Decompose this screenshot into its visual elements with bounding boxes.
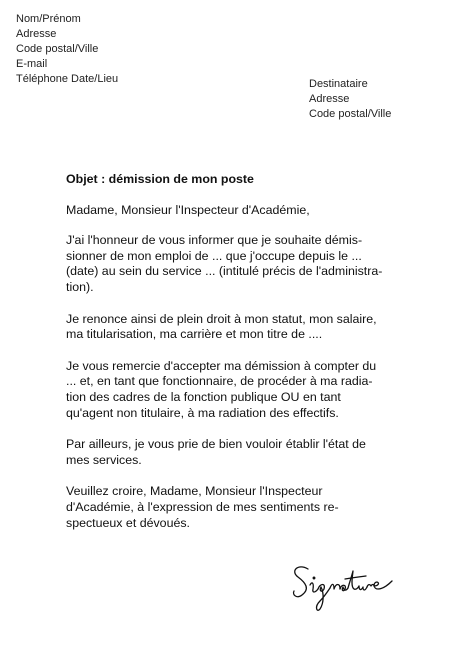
paragraph-intro (66, 233, 426, 295)
paragraph-line: d'Académie, à l'expression de mes sentiments re- (66, 499, 339, 514)
paragraph-line: Je renonce ainsi de plein droit à mon statut, mon salaire, (66, 311, 377, 326)
paragraph-thanks (66, 359, 426, 421)
paragraph-line: (date) au sein du service ... (intitulé précis de l'administra- (66, 264, 383, 279)
paragraph-renounce (66, 312, 426, 343)
paragraph-line: qu'agent non titulaire, à ma radiation des effectifs. (66, 405, 339, 420)
paragraph-line: ... et, en tant que fonctionnaire, de procéder à ma radia- (66, 374, 373, 389)
sender-name: Nom/Prénom (16, 13, 81, 25)
paragraph-line: tion des cadres de la fonction publique OU en tant (66, 389, 341, 404)
paragraph-line: J'ai l'honneur de vous informer que je souhaite démis- (66, 233, 363, 248)
sender-postal-city: Code postal/Ville (16, 43, 99, 55)
letter-salutation: Madame, Monsieur l'Inspecteur d'Académie, (66, 202, 310, 217)
recipient-postal-city: Code postal/Ville (309, 108, 392, 120)
recipient-block (309, 77, 391, 122)
sender-phone-date-place: Téléphone Date/Lieu (16, 73, 119, 85)
sender-block (16, 12, 118, 87)
letter-body (66, 172, 426, 547)
paragraph-line: tion). (66, 279, 94, 294)
paragraph-line: sionner de mon emploi de ... que j'occupe depuis le ... (66, 248, 362, 263)
letter-subject: Objet : démission de mon poste (66, 172, 254, 186)
paragraph-line: mes services. (66, 452, 142, 467)
paragraph-closing (66, 484, 426, 531)
paragraph-line: spectueux et dévoués. (66, 515, 190, 530)
recipient-address: Adresse (309, 93, 350, 105)
sender-address: Adresse (16, 28, 57, 40)
paragraph-line: Par ailleurs, je vous prie de bien vouloir établir l'état de (66, 437, 366, 452)
paragraph-line: ma titularisation, ma carrière et mon titre de .... (66, 327, 323, 342)
paragraph-services (66, 437, 426, 468)
recipient-name: Destinataire (309, 78, 368, 90)
handwritten-signature-icon (288, 555, 398, 617)
paragraph-line: Veuillez croire, Madame, Monsieur l'Inspecteur (66, 484, 323, 499)
sender-email: E-mail (16, 58, 48, 70)
paragraph-line: Je vous remercie d'accepter ma démission à compter du (66, 358, 377, 373)
